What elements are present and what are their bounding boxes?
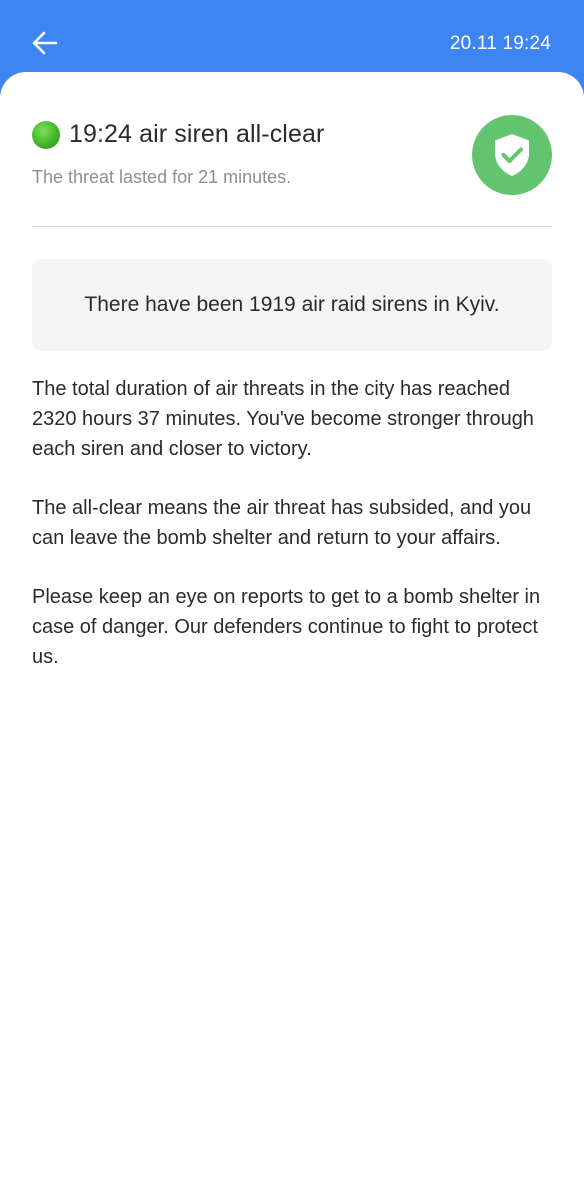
alert-timestamp: 20.11 19:24 (449, 33, 551, 54)
alert-header (0, 72, 584, 226)
message-paragraph: Please keep an eye on reports to get to a bomb shelter in case of danger. Our defenders continue to fight to protect us. (32, 586, 541, 668)
alert-title-row (32, 120, 324, 149)
siren-count-box (32, 259, 552, 351)
message-paragraph: The all-clear means the air threat has subsided, and you can leave the bomb shelter and return to your affairs. (32, 497, 532, 549)
alert-card (0, 72, 584, 1200)
green-circle-icon (32, 121, 60, 149)
siren-count-text: There have been 1919 air raid sirens in Kyiv. (84, 293, 500, 316)
alert-duration: The threat lasted for 21 minutes. (32, 167, 292, 187)
alert-title: 19:24 air siren all-clear (69, 120, 325, 148)
arrow-left-icon (30, 28, 60, 58)
message-paragraph: The total duration of air threats in the city has reached 2320 hours 37 minutes. You've become stronger through each siren and closer to victory. (32, 378, 534, 460)
shield-badge (472, 115, 552, 195)
shield-check-icon (490, 131, 534, 179)
divider (32, 226, 552, 227)
message-body (32, 374, 556, 701)
back-button[interactable] (30, 28, 60, 58)
